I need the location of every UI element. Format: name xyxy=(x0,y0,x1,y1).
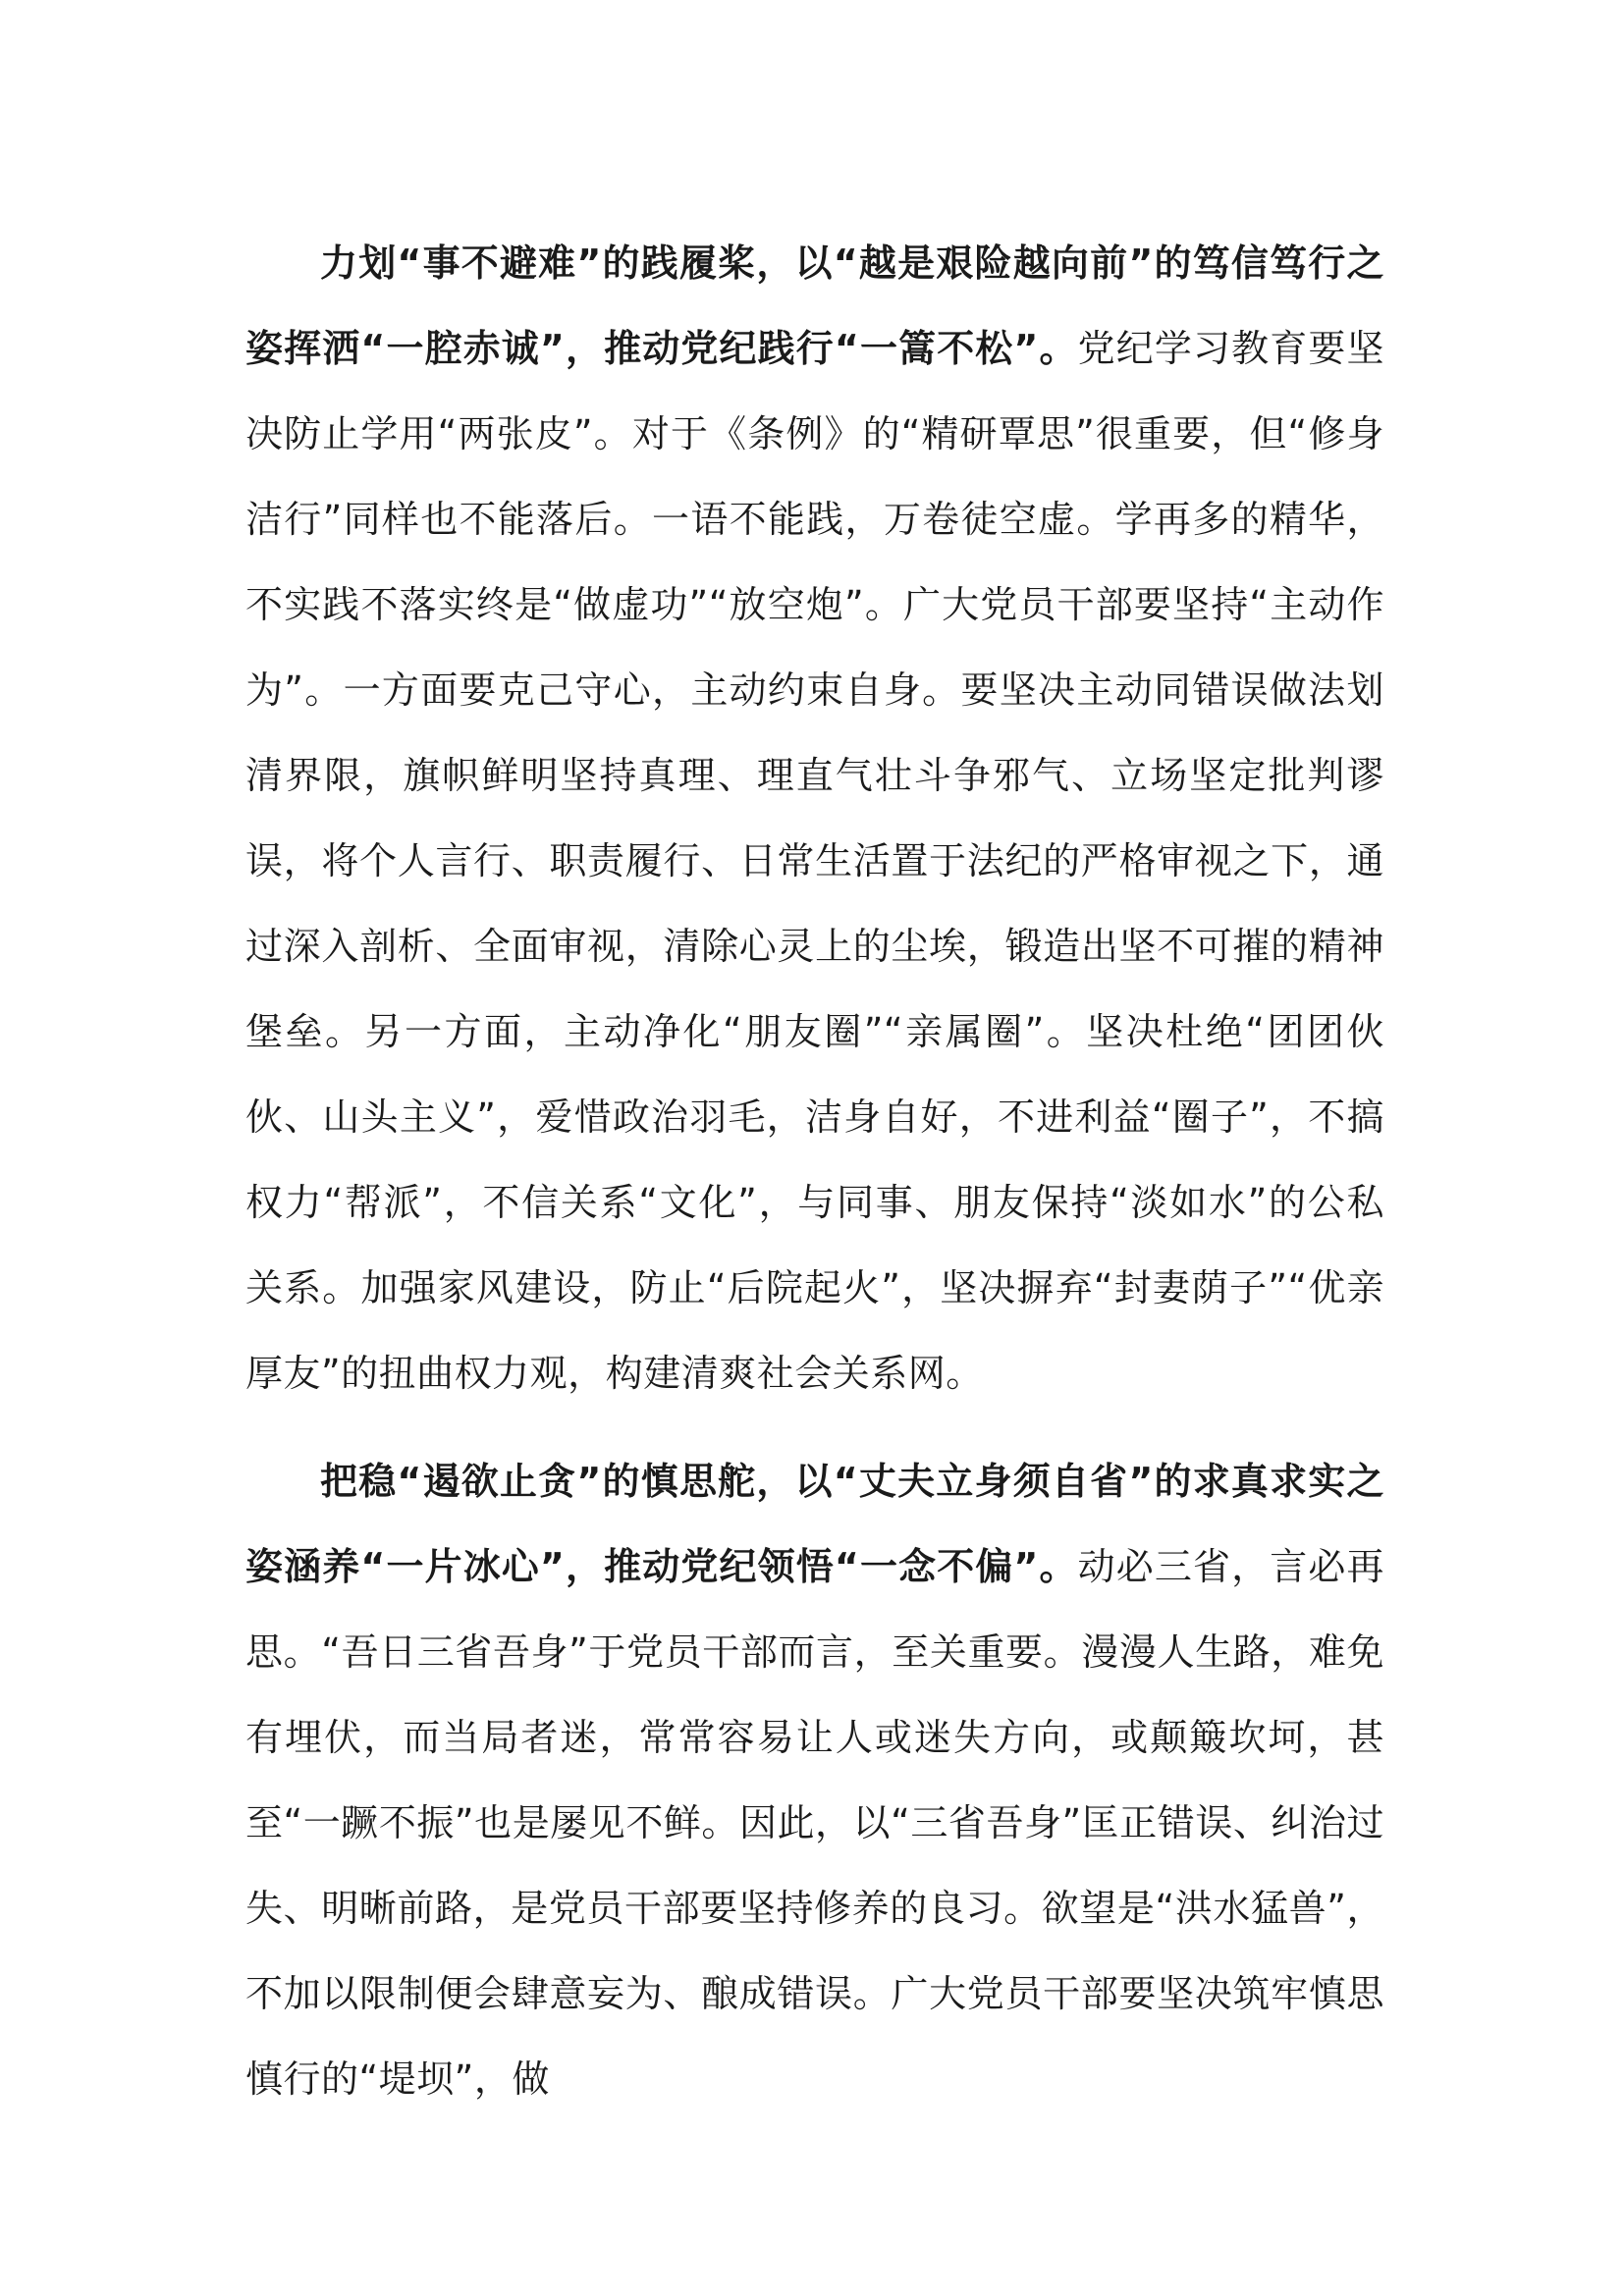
paragraph-1-lead: 力划“事不避难”的践履桨，以“越是艰险越向前”的笃信笃行之姿挥洒“一腔赤诚”，推动党纪践行“一篙不松”。 xyxy=(245,241,1384,370)
document-body xyxy=(245,221,1384,2122)
paragraph-2 xyxy=(245,1439,1384,2122)
paragraph-1-body: 党纪学习教育要坚决防止学用“两张皮”。对于《条例》的“精研覃思”很重要，但“修身洁行”同样也不能落后。一语不能践，万卷徒空虚。学再多的精华，不实践不落实终是“做虚功”“放空炮”。广大党员干部要坚持“主动作为”。一方面要克己守心，主动约束自身。要坚决主动同错误做法划清界限，旗帜鲜明坚持真理、理直气壮斗争邪气、立场坚定批判谬误，将个人言行、职责履行、日常生活置于法纪的严格审视之下，通过深入剖析、全面审视，清除心灵上的尘埃，锻造出坚不可摧的精神堡垒。另一方面，主动净化“朋友圈”“亲属圈”。坚决杜绝“团团伙伙、山头主义”，爱惜政治羽毛，洁身自好，不进利益“圈子”，不搞权力“帮派”，不信关系“文化”，与同事、朋友保持“淡如水”的公私关系。加强家风建设，防止“后院起火”，坚决摒弃“封妻荫子”“优亲厚友”的扭曲权力观，构建清爽社会关系网。 xyxy=(245,327,1384,1395)
paragraph-1 xyxy=(245,221,1384,1416)
paragraph-2-body: 动必三省，言必再思。“吾日三省吾身”于党员干部而言，至关重要。漫漫人生路，难免有埋伏，而当局者迷，常常容易让人或迷失方向，或颠簸坎坷，甚至“一蹶不振”也是屡见不鲜。因此，以“三省吾身”匡正错误、纠治过失、明晰前路，是党员干部要坚持修养的良习。欲望是“洪水猛兽”，不加以限制便会肆意妄为、酿成错误。广大党员干部要坚决筑牢慎思慎行的“堤坝”，做 xyxy=(245,1545,1384,2101)
paragraph-2-lead: 把稳“遏欲止贪”的慎思舵，以“丈夫立身须自省”的求真求实之姿涵养“一片冰心”，推动党纪领悟“一念不偏”。 xyxy=(245,1460,1384,1588)
